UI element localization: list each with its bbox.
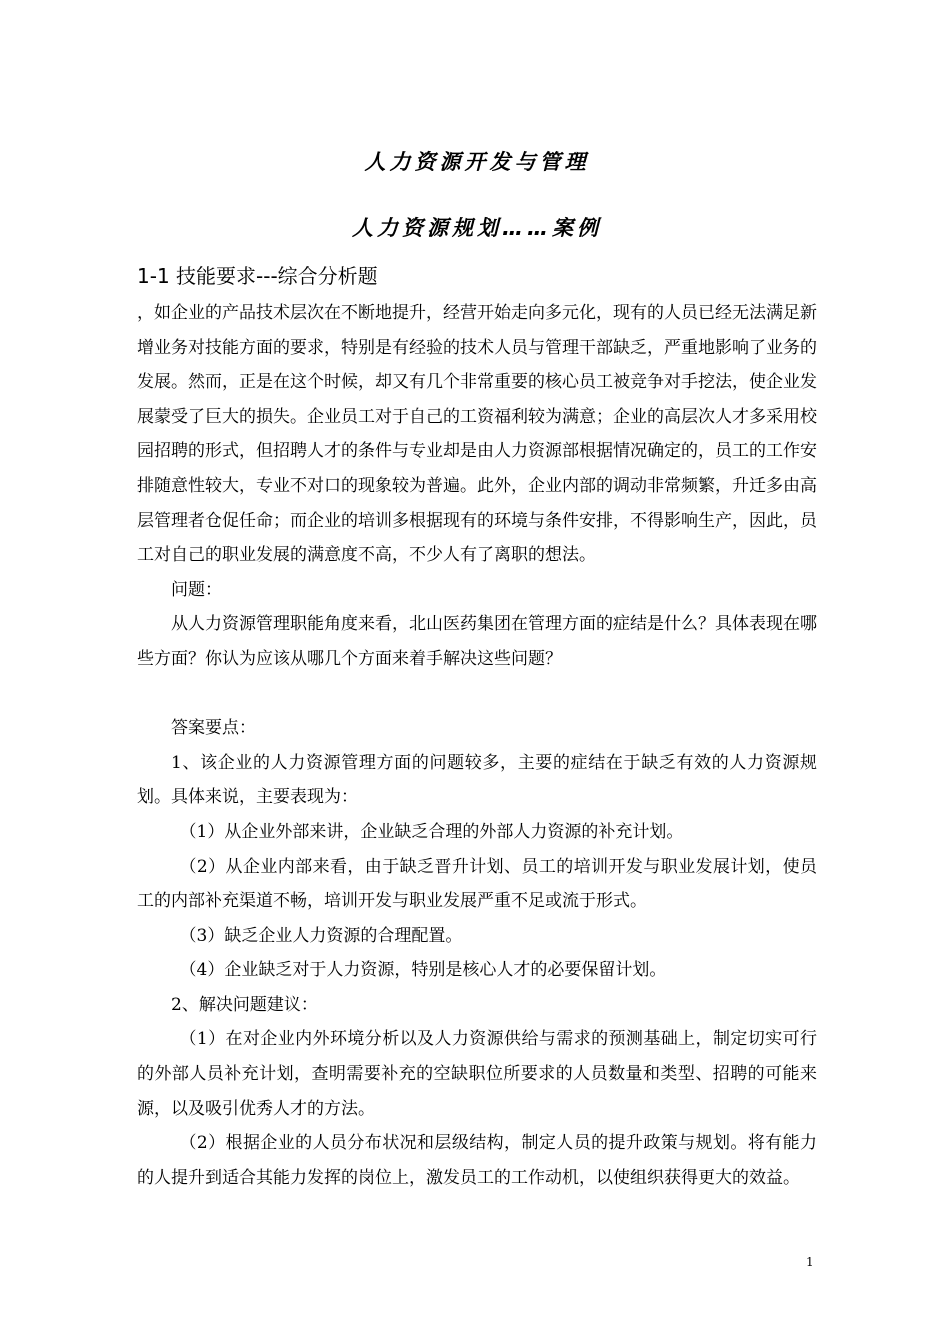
page-number: 1 <box>806 1255 814 1269</box>
answer-point-1: 1、该企业的人力资源管理方面的问题较多，主要的症结在于缺乏有效的人力资源规划。具体来说，主要表现为： <box>137 752 817 808</box>
answer-2-item: （1）在对企业内外环境分析以及人力资源供给与需求的预测基础上，制定切实可行的外部人员补充计划，查明需要补充的空缺职位所要求的人员数量和类型、招聘的可能来源，以及吸引优秀人才的方法。 <box>137 1029 817 1119</box>
answer-label: 答案要点： <box>171 718 256 739</box>
answer-1-item: （1）从企业外部来讲，企业缺乏合理的外部人力资源的补充计划。 <box>179 821 684 842</box>
blank-line <box>137 677 817 712</box>
answer-point-2: 2、解决问题建议： <box>171 994 318 1015</box>
answer-2-item: （2）根据企业的人员分布状况和层级结构，制定人员的提升政策与规划。将有能力的人提升到适合其能力发挥的岗位上，激发员工的工作动机，以使组织获得更大的效益。 <box>137 1133 817 1188</box>
question-paragraph: 从人力资源管理职能角度来看，北山医药集团在管理方面的症结是什么？具体表现在哪些方面？你认为应该从哪几个方面来着手解决这些问题？ <box>137 614 817 669</box>
case-intro-paragraph: ，如企业的产品技术层次在不断地提升，经营开始走向多元化，现有的人员已经无法满足新增业务对技能方面的要求，特别是有经验的技术人员与管理干部缺乏，严重地影响了业务的发展。然而，正是在这个时候，却又有几个非常重要的核心员工被竞争对手挖法，使企业发展蒙受了巨大的损失。企业员工对于自己的工资福利较为满意；企业的高层次人才多采用校园招聘的形式，但招聘人才的条件与专业却是由人力资源部根据情况确定的，员工的工作安排随意性较大，专业不对口的现象较为普遍。此外，企业内部的调动非常频繁，升迁多由高层管理者仓促任命；而企业的培训多根据现有的环境与条件安排，不得影响生产，因此，员工对自己的职业发展的满意度不高，不少人有了离职的想法。 <box>137 303 817 566</box>
answer-1-item: （3）缺乏企业人力资源的合理配置。 <box>179 925 463 946</box>
document-body <box>137 296 817 1195</box>
answer-1-item: （4）企业缺乏对于人力资源，特别是核心人才的必要保留计划。 <box>179 960 667 981</box>
question-label: 问题： <box>171 579 222 600</box>
document-subtitle: 人力资源规划……案例 <box>352 216 602 240</box>
document-title: 人力资源开发与管理 <box>364 150 590 174</box>
answer-1-item: （2）从企业内部来看，由于缺乏晋升计划、员工的培训开发与职业发展计划，使员工的内部补充渠道不畅，培训开发与职业发展严重不足或流于形式。 <box>137 856 817 912</box>
section-heading: 1-1 技能要求---综合分析题 <box>137 264 378 288</box>
